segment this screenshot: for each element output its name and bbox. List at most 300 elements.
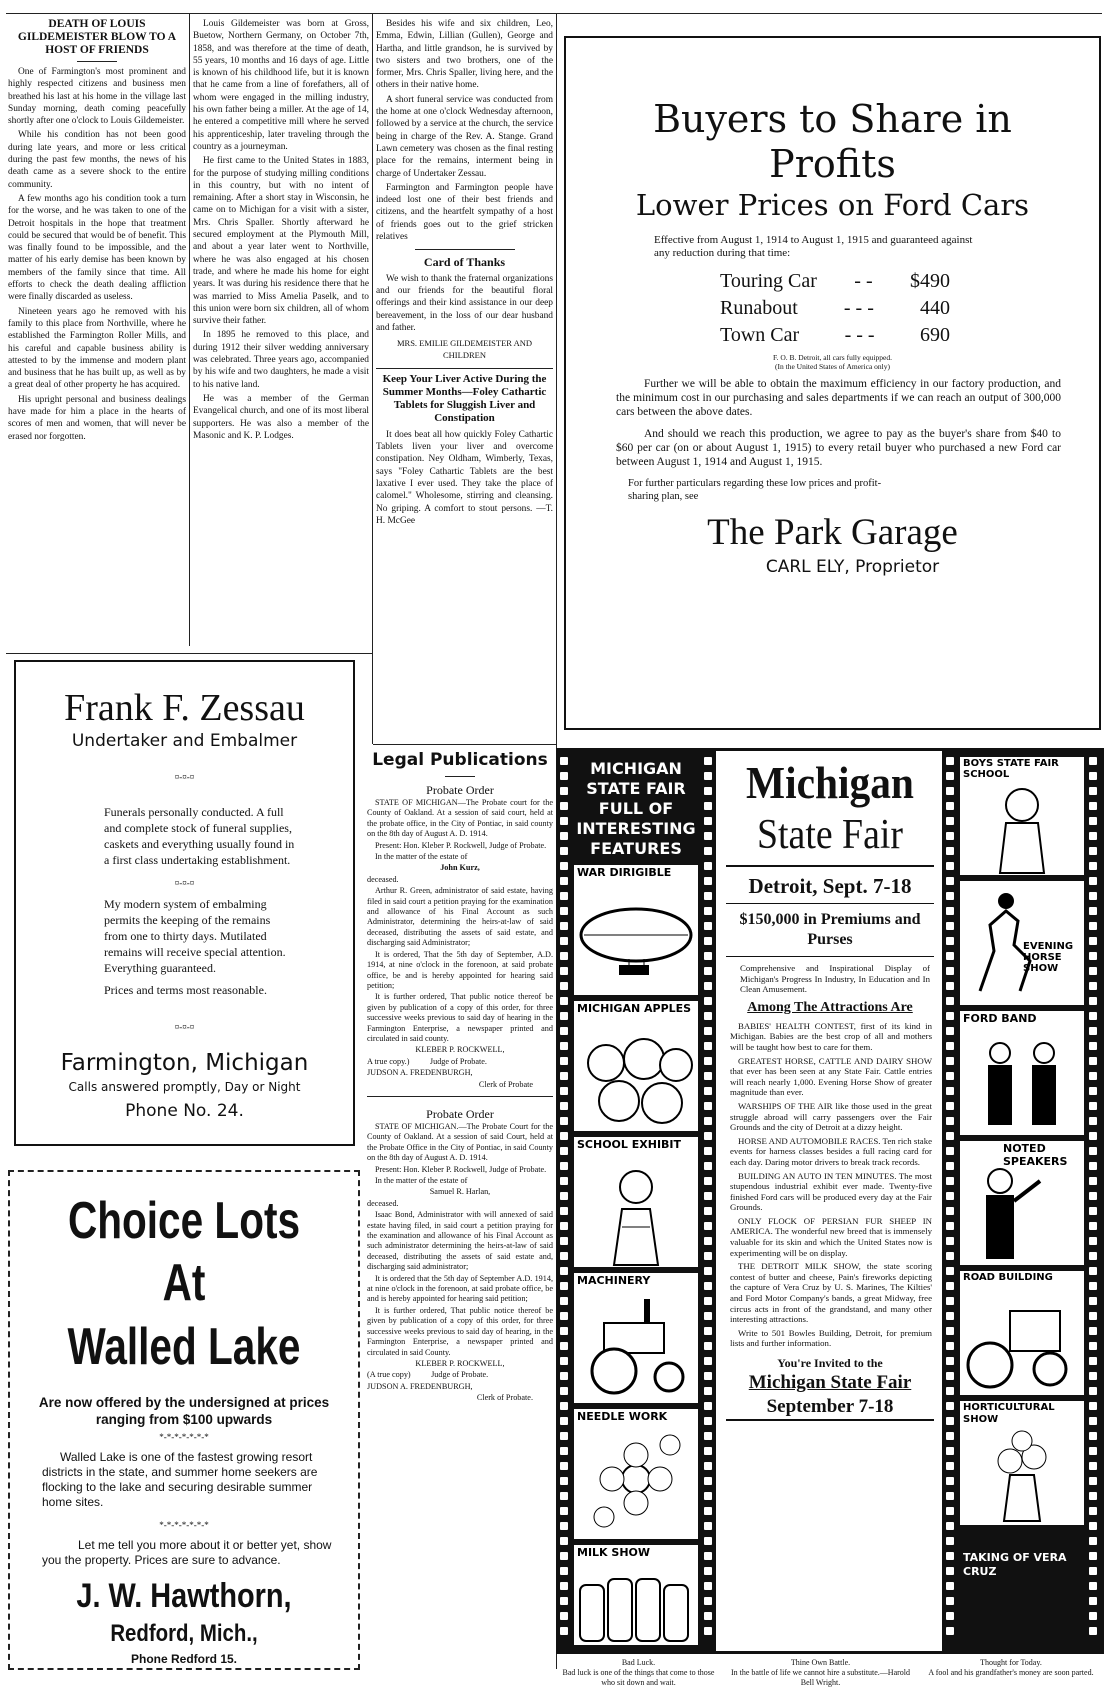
sprocket-hole — [946, 802, 954, 810]
sprocket-hole — [560, 1477, 568, 1485]
sprocket-hole — [704, 1462, 712, 1470]
obituary-column-3 — [376, 18, 553, 742]
sprocket-hole — [1089, 1162, 1097, 1170]
filler-own-battle — [728, 1658, 913, 1692]
paragraph: While his condition has not been good during late years, and more or less critical during the past few months, the news of his death came as a severe shock to the entire community. — [8, 130, 186, 190]
sprocket-hole — [946, 877, 954, 885]
panel-michigan-apples: MICHIGAN APPLES — [574, 1001, 698, 1131]
obituary-column-2 — [193, 18, 369, 646]
sprocket-hole — [704, 757, 712, 765]
paragraph: His upright personal and business dealings have made for him a place in the hearts of scores of men and women, that will never be erased nor forgotten. — [8, 394, 186, 442]
sprocket-hole — [1089, 922, 1097, 930]
legal-text: Present: Hon. Kleber P. Rockwell, Judge of Probate. — [375, 840, 547, 850]
legal-text: Present: Hon. Kleber P. Rockwell, Judge of Probate. — [375, 1164, 547, 1174]
sprocket-hole — [1089, 1282, 1097, 1290]
sprocket-hole — [560, 982, 568, 990]
right-film-strip — [942, 751, 1101, 1651]
sprocket-hole — [704, 1402, 712, 1410]
ford-paragraph: And should we reach this production, we agree to pay as the buyer's share from $40 to $60 per car (on or about August 1, 1915) to every retail buyer who purchased a new Ford car between August 1, 1914 and August 1, 1915. — [616, 428, 1061, 468]
panel-milk-show: MILK SHOW — [574, 1545, 698, 1645]
sprocket-hole — [704, 1147, 712, 1155]
sprocket-hole — [560, 967, 568, 975]
sprocket-hole — [560, 787, 568, 795]
filler-text: A fool and his grandfather's money are soon parted. — [928, 1668, 1094, 1677]
sprocket-hole — [560, 922, 568, 930]
sprocket-hole — [560, 1627, 568, 1635]
sprocket-hole — [560, 1042, 568, 1050]
filler-text: In the battle of life we cannot hire a substitute.—Harold Bell Wright. — [730, 1668, 911, 1687]
sprocket-hole — [704, 1522, 712, 1530]
sprocket-hole — [560, 1282, 568, 1290]
sprocket-hole — [946, 1387, 954, 1395]
sprocket-hole — [560, 1072, 568, 1080]
zessau-city: Farmington, Michigan — [60, 1050, 309, 1076]
sprocket-hole — [946, 1192, 954, 1200]
sprocket-hole — [704, 922, 712, 930]
sprocket-hole — [946, 1237, 954, 1245]
walled-lake-offer: Are now offered by the undersigned at prices ranging from $100 upwards — [38, 1395, 330, 1427]
panel-road-building: ROAD BUILDING — [960, 1271, 1084, 1395]
sprocket-hole — [704, 1237, 712, 1245]
panel-noted-speakers: NOTED SPEAKERS — [960, 1141, 1084, 1265]
sprocket-hole — [946, 1612, 954, 1620]
sprocket-hole — [946, 1372, 954, 1380]
sprocket-hole — [560, 1552, 568, 1560]
sprocket-hole — [704, 832, 712, 840]
sprocket-hole — [560, 1147, 568, 1155]
signature: Clerk of Probate — [478, 1079, 533, 1089]
sprocket-hole — [560, 832, 568, 840]
sprocket-hole — [946, 1147, 954, 1155]
sprocket-hole — [704, 952, 712, 960]
panel-horse-show: EVENING HORSE SHOW — [960, 881, 1084, 1005]
sprocket-hole — [946, 1417, 954, 1425]
paragraph: A short funeral service was conducted from the home at one o'clock Wednesday afternoon, followed by a service at the church, the service being in charge of the Rev. A. Stange. Grand Lawn cemetery was chosen as the final resting place for the remains, interment being in charge of Undertaker Zessau. — [376, 94, 553, 179]
estate-name: John Kurz, — [440, 863, 480, 873]
sprocket-hole — [560, 1537, 568, 1545]
sprocket-hole — [704, 1267, 712, 1275]
attraction-item: GREATEST HORSE, CATTLE AND DAIRY SHOW that ever has been seen at any State Fair. Cattle entries will reach nearly 1,000. Evening Horse Show of greater magnitude than ever. — [730, 1055, 932, 1098]
sprocket-hole — [560, 1087, 568, 1095]
sprocket-hole — [704, 1027, 712, 1035]
sprocket-hole — [704, 1492, 712, 1500]
sprocket-hole — [560, 1522, 568, 1530]
legal-text: STATE OF MICHIGAN—The Probate court for the County of Oakland. At a session of said court, held at the probate office, in the City of Pontiac, in said county on the 8th day of August A. D. 1914. — [367, 798, 553, 839]
sprocket-hole — [946, 1537, 954, 1545]
sprocket-hole — [1089, 1012, 1097, 1020]
child-icon — [574, 1137, 698, 1267]
sprocket-hole — [946, 787, 954, 795]
sprocket-hole — [946, 997, 954, 1005]
sprocket-hole — [560, 997, 568, 1005]
sprocket-hole — [560, 907, 568, 915]
sprocket-hole — [946, 1567, 954, 1575]
paragraph: Besides his wife and six children, Leo, Emma, Edwin, Lillian (Gullen), George and Hartha, and little grandson, he is survived by two sisters and two brothers, one of the former, Mrs. Chris Spaller, living here, and the others in their native home. — [376, 19, 553, 91]
sprocket-hole — [1089, 1117, 1097, 1125]
sprocket-hole — [1089, 787, 1097, 795]
paragraph: He first came to the United States in 1883, for the purpose of studying milling conditions in this country, but with no intent of remaining. After a short stay in Wisconsin, he came on to Michigan for a visit with a sister, Mrs. Chris Spaller. Shortly afterward he secured employment at the Plymouth Mill, and about a year later went to Northville, where he was also engaged at his chosen trade, and where he made his home for eight years. It was during his residence there that he was married to Miss Amelia Paselk, and to this union were born six children, all of whom survive their father. — [193, 156, 369, 327]
legal-text: In the matter of the estate of — [375, 852, 468, 862]
walled-lake-title-line1: Choice Lots At — [67, 1192, 301, 1312]
liver-ad-text: It does beat all how quickly Foley Cathartic Tablets liven your liver and overcome constipation. Ney Oldham, Wimberly, Texas, says "Foley Cathartic Tablets are the best laxative I ever used. They take the place of calomel." Wholesome, stirring and cleansing. No griping. A comfort to stout persons. —T. H. McGee — [376, 429, 553, 526]
sprocket-hole — [560, 1402, 568, 1410]
sprocket-hole — [1089, 1492, 1097, 1500]
paragraph: One of Farmington's most prominent and highly respected citizens and business men breathed his last at his home in the village last Sunday morning, death coming peacefully shortly after one o'clock to Louis Gildemeister. — [8, 67, 186, 127]
zessau-title: Undertaker and Embalmer — [71, 731, 298, 751]
price-row: Town Car - - - 690 — [720, 324, 950, 346]
sprocket-hole — [704, 1612, 712, 1620]
sprocket-hole — [704, 1387, 712, 1395]
sprocket-hole — [1089, 1312, 1097, 1320]
legal-text: In the matter of the estate of — [375, 1176, 468, 1185]
sprocket-hole — [946, 1477, 954, 1485]
sprocket-hole — [560, 817, 568, 825]
ornament: ¤-¤-¤ — [174, 878, 195, 888]
fair-description: Comprehensive and Inspirational Display of Michigan's Progress In Industry, In Education and In Clean Amusement. — [740, 963, 930, 995]
filler-title: Thine Own Battle. — [790, 1658, 851, 1667]
sprocket-hole — [560, 877, 568, 885]
legal-title: Legal Publications — [372, 750, 548, 770]
sprocket-hole — [560, 862, 568, 870]
sprocket-hole — [704, 772, 712, 780]
sprocket-hole — [704, 1507, 712, 1515]
attraction-item: BUILDING AN AUTO IN TEN MINUTES. The most stupendous industrial exhibit ever made. Twenty-five finished Ford cars will be produced every day at the Fair Grounds. — [730, 1170, 932, 1213]
sprocket-hole — [946, 1432, 954, 1440]
signature: A true copy.) Judge of Probate. — [367, 1056, 487, 1066]
zessau-name: Frank F. Zessau — [64, 687, 305, 729]
sprocket-hole — [946, 1162, 954, 1170]
panel-ford-band: FORD BAND — [960, 1011, 1084, 1135]
zessau-paragraph: Funerals personally conducted. A full and complete stock of funeral supplies, caskets and everything usually found in a first class undertaking establishment. — [104, 805, 295, 867]
panel-horticultural-show: HORTICULTURAL SHOW — [960, 1401, 1084, 1525]
sprocket-hole — [1089, 1042, 1097, 1050]
attraction-item: Write to 501 Bowles Building, Detroit, for premium lists and further information. — [730, 1327, 932, 1349]
milk-bottles-icon — [574, 1545, 698, 1645]
ford-title-line1: Buyers to Share in — [653, 97, 1012, 141]
zessau-ad — [14, 660, 355, 1146]
panel-needle-work: NEEDLE WORK — [574, 1409, 698, 1539]
card-of-thanks-title: Card of Thanks — [423, 255, 506, 270]
sprocket-hole — [704, 1222, 712, 1230]
sprocket-hole — [704, 892, 712, 900]
sprocket-hole — [704, 1372, 712, 1380]
sprocket-hole — [704, 1297, 712, 1305]
panel-school-exhibit: SCHOOL EXHIBIT — [574, 1137, 698, 1267]
fair-title-line1: Michigan — [746, 757, 914, 808]
filler-bad-luck — [556, 1658, 721, 1692]
sprocket-hole — [1089, 1147, 1097, 1155]
hawthorn-name: J. W. Hawthorn, — [76, 1577, 292, 1615]
sprocket-hole — [946, 1597, 954, 1605]
sprocket-hole — [560, 1162, 568, 1170]
sprocket-hole — [704, 1327, 712, 1335]
sprocket-hole — [704, 862, 712, 870]
sprocket-hole — [560, 1102, 568, 1110]
sprocket-hole — [946, 1357, 954, 1365]
sprocket-hole — [704, 1117, 712, 1125]
sprocket-hole — [704, 1012, 712, 1020]
sprocket-hole — [704, 1567, 712, 1575]
sprocket-hole — [704, 1582, 712, 1590]
sprocket-hole — [1089, 1447, 1097, 1455]
sprocket-hole — [560, 1612, 568, 1620]
sprocket-hole — [560, 1297, 568, 1305]
filler-text: Bad luck is one of the things that come to those who sit down and wait. — [562, 1668, 715, 1687]
sprocket-hole — [1089, 1222, 1097, 1230]
attraction-item: ONLY FLOCK OF PERSIAN FUR SHEEP IN AMERICA. The wonderful new breed that is immensely valuable for its skin and which the United States now is experimenting will be on display. — [730, 1215, 932, 1258]
sprocket-hole — [560, 1387, 568, 1395]
sprocket-hole — [1089, 1417, 1097, 1425]
ford-paragraph: Further we will be able to obtain the maximum efficiency in our factory production, and the minimum cost in our purchasing and sales departments if we can reach an output of 300,000 cars between the above dates. — [616, 378, 1061, 418]
sprocket-hole — [1089, 1087, 1097, 1095]
sprocket-hole — [946, 1342, 954, 1350]
apples-icon — [574, 1001, 698, 1131]
sprocket-hole — [1089, 1597, 1097, 1605]
sprocket-hole — [704, 1132, 712, 1140]
sprocket-hole — [946, 922, 954, 930]
panel-machinery: MACHINERY — [574, 1273, 698, 1403]
tractor-icon — [574, 1273, 698, 1403]
sprocket-hole — [946, 907, 954, 915]
sprocket-hole — [560, 1237, 568, 1245]
obituary-headline: DEATH OF LOUIS GILDEMEISTER BLOW TO A HOST OF FRIENDS — [17, 18, 177, 56]
ford-effective: Effective from August 1, 1914 to August 1, 1915 and guaranteed against any reduction during that time: — [654, 234, 973, 259]
sprocket-hole — [704, 997, 712, 1005]
sprocket-hole — [946, 1177, 954, 1185]
sprocket-hole — [1089, 1102, 1097, 1110]
left-film-strip — [556, 751, 716, 1651]
sprocket-hole — [560, 1252, 568, 1260]
sprocket-hole — [560, 847, 568, 855]
sprocket-hole — [560, 1492, 568, 1500]
fair-title-footer: Michigan State Fair — [748, 1372, 912, 1393]
sprocket-hole — [704, 1282, 712, 1290]
panel-vera-cruz: TAKING OF VERA CRUZ — [960, 1531, 1084, 1645]
probate-order-title: Probate Order — [426, 1106, 494, 1121]
ford-paragraph: For further particulars regarding these low prices and profit-sharing plan, see — [628, 478, 882, 502]
attraction-item: WARSHIPS OF THE AIR like those used in the great struggle abroad will carry passengers over the Fair Grounds and the city of Detroit at a dizzy height. — [730, 1100, 932, 1133]
stars-ornament: *-*-*-*-*-*-* — [159, 1432, 209, 1442]
sprocket-hole — [1089, 817, 1097, 825]
paragraph: Nineteen years ago he removed with his family to this place from Northville, where he established the Farmington Roller Mills, and his careful and capable business ability is attested to by the immense and modern plant and business that he has built up, as well as by a great deal of other property he has acquired. — [8, 306, 186, 391]
sprocket-hole — [704, 1342, 712, 1350]
walled-lake-ad — [8, 1170, 360, 1670]
sprocket-hole — [946, 1282, 954, 1290]
sprocket-hole — [946, 982, 954, 990]
sprocket-hole — [560, 1567, 568, 1575]
price-row: Runabout - - - 440 — [720, 297, 950, 319]
paragraph: He was a member of the German Evangelical church, and one of its most liberal supporters. He was also a member of the Masonic and K. P. Lodges. — [193, 393, 369, 441]
sprocket-hole — [560, 1057, 568, 1065]
paragraph: In 1895 he removed to this place, and during 1912 their silver wedding anniversary was celebrated. Three years ago, accompanied by his wife and two daughters, he made a visit to his native land. — [193, 330, 369, 390]
sprocket-hole — [560, 1117, 568, 1125]
legal-text: Isaac Bond, Administrator with will annexed of said estate having filed, in said court a petition praying for the examination and allowance of his Final Account as such administrator determining the heirs-at-law of said deceased, distributing the assets of said estate and, discharging said administrator; — [367, 1210, 553, 1272]
sprocket-hole — [704, 1252, 712, 1260]
sprocket-hole — [1089, 832, 1097, 840]
zessau-paragraph: Prices and terms most reasonable. — [104, 983, 267, 997]
sprocket-hole — [560, 937, 568, 945]
sprocket-hole — [1089, 1462, 1097, 1470]
sprocket-hole — [704, 877, 712, 885]
liver-ad-title: Keep Your Liver Active During the Summer Months—Foley Cathartic Tablets for Sluggish Liver and Constipation — [382, 372, 547, 424]
band-icon — [960, 1011, 1084, 1135]
sprocket-hole — [704, 1207, 712, 1215]
sprocket-hole — [946, 1222, 954, 1230]
signature: JUDSON A. FREDENBURGH, — [367, 1068, 473, 1078]
sprocket-hole — [946, 1447, 954, 1455]
sprocket-hole — [704, 1432, 712, 1440]
paragraph: Louis Gildemeister was born at Gross, Buetow, Northern Germany, on October 7th, 1858, and was therefore at the time of death, 55 years, 10 months and 16 days of age. Little is known of his childhood life, but it is known that he came from a line of forefathers, all of whom were engaged in the milling industry, his own father being a miller. At the age of 14, he entered a competitive mill where he served his apprenticeship, later traveling through the country as a journeyman. — [193, 19, 369, 152]
ornament: ¤-¤-¤ — [174, 1022, 195, 1032]
attraction-item: THE DETROIT MILK SHOW, the state scoring contest of butter and cheese, Pain's fireworks depicting the capture of Vera Cruz by U. S. Marines, The Kilties' and Ford Motor Company's bands, a great Midway, free circus acts in front of the grandstand, and many other interesting attractions. — [730, 1261, 932, 1325]
paragraph: A few months ago his condition took a turn for the worse, and he was taken to one of the Detroit hospitals in the hope that treatment could be secured that would be of benefit. This was finally found to be impossible, and the matter of his early demise has been known by members of the family since that time. All efforts to check the death dealing affliction were finally discarded as useless. — [8, 193, 186, 303]
sprocket-hole — [560, 1447, 568, 1455]
sprocket-hole — [704, 1087, 712, 1095]
legal-text: STATE OF MICHIGAN.—The Probate Court for the County of Oakland. At a session of said Court, held at the Probate Office in the City of Pontiac, in said County on the 8th day of August A. D. 1914. — [367, 1121, 553, 1163]
sprocket-hole — [1089, 1552, 1097, 1560]
sprocket-hole — [560, 802, 568, 810]
sprocket-hole — [1089, 1267, 1097, 1275]
sprocket-hole — [704, 937, 712, 945]
card-of-thanks-signature: MRS. EMILIE GILDEMEISTER AND CHILDREN — [396, 338, 533, 361]
sprocket-hole — [946, 967, 954, 975]
obituary-column-1 — [8, 18, 186, 646]
fair-dates-footer: September 7-18 — [726, 1395, 934, 1421]
panel-war-dirigible: WAR DIRIGIBLE — [574, 865, 698, 995]
sprocket-hole — [704, 1537, 712, 1545]
signature: (A true copy) Judge of Probate. — [367, 1370, 489, 1380]
sprocket-hole — [560, 757, 568, 765]
walled-lake-title-line2: Walled Lake — [67, 1318, 301, 1376]
fair-center-copy — [726, 757, 934, 1653]
sprocket-hole — [560, 1462, 568, 1470]
sprocket-hole — [1089, 1567, 1097, 1575]
ford-fob-note: (In the United States of America only) — [775, 362, 890, 371]
walled-lake-paragraph: Let me tell you more about it or better yet, show you the property. Prices are sure to advance. — [42, 1538, 332, 1567]
ford-subtitle: Lower Prices on Ford Cars — [635, 188, 1030, 222]
sprocket-hole — [1089, 1477, 1097, 1485]
legal-text: It is further ordered, That public notice thereof be given by publication of a copy of this order, for three successive weeks previous to said day of hearing, in the Farmington Enterprise, a newspaper printed and circulated in said County. — [367, 1305, 553, 1357]
sprocket-hole — [1089, 1072, 1097, 1080]
sprocket-hole — [946, 1087, 954, 1095]
zessau-phone: Phone No. 24. — [125, 1101, 244, 1121]
filler-thought — [918, 1658, 1104, 1692]
sprocket-hole — [1089, 1582, 1097, 1590]
sprocket-hole — [560, 1507, 568, 1515]
sprocket-hole — [704, 817, 712, 825]
hawthorn-phone: Phone Redford 15. — [130, 1652, 237, 1666]
walled-lake-paragraph: Walled Lake is one of the fastest growing resort districts in the state, and summer home seekers are flocking to the lake and securing desirable summer home sites. — [42, 1450, 318, 1509]
fair-header-text: MICHIGAN STATE FAIR FULL OF INTERESTING FEATURES — [576, 759, 696, 858]
sprocket-hole — [704, 1312, 712, 1320]
sprocket-hole — [1089, 1372, 1097, 1380]
sprocket-hole — [1089, 952, 1097, 960]
price-row: Touring Car - - $490 — [720, 270, 950, 292]
sprocket-hole — [1089, 1252, 1097, 1260]
sprocket-hole — [1089, 1507, 1097, 1515]
sprocket-hole — [560, 1012, 568, 1020]
fair-header-panel — [574, 759, 698, 859]
fair-premiums: $150,000 in Premiums and Purses — [739, 911, 921, 948]
sprocket-hole — [1089, 1432, 1097, 1440]
estate-name: Samuel R. Harlan, — [429, 1187, 491, 1197]
zessau-paragraph: My modern system of embalming permits the keeping of the remains from one to thirty days. Mutilated remains will receive special attention. Everything guaranteed. — [104, 897, 286, 975]
sprocket-hole — [1089, 1357, 1097, 1365]
sprocket-hole — [560, 1582, 568, 1590]
sprocket-hole — [1089, 1237, 1097, 1245]
sprocket-hole — [1089, 1132, 1097, 1140]
sprocket-hole — [946, 1042, 954, 1050]
sprocket-hole — [946, 1072, 954, 1080]
sprocket-hole — [704, 847, 712, 855]
fair-dates: Detroit, Sept. 7-18 — [748, 874, 912, 898]
sprocket-hole — [946, 1327, 954, 1335]
sprocket-hole — [1089, 1387, 1097, 1395]
sprocket-hole — [560, 1327, 568, 1335]
sprocket-hole — [946, 1582, 954, 1590]
sprocket-hole — [946, 1297, 954, 1305]
sprocket-hole — [704, 967, 712, 975]
sprocket-hole — [560, 952, 568, 960]
paragraph: Farmington and Farmington people have indeed lost one of their best friends and citizens, and the heartfelt sympathy of a host of friends goes out to the grief stricken relatives — [376, 182, 553, 243]
sprocket-hole — [704, 1357, 712, 1365]
sprocket-hole — [1089, 1612, 1097, 1620]
sprocket-hole — [1089, 1297, 1097, 1305]
sprocket-hole — [946, 1012, 954, 1020]
probate-order-title: Probate Order — [426, 783, 494, 797]
sprocket-hole — [1089, 1327, 1097, 1335]
sprocket-hole — [1089, 1402, 1097, 1410]
sprocket-hole — [1089, 757, 1097, 765]
legal-text: Arthur R. Green, administrator of said estate, having filed in said court a petition praying for the examination and allowance of his Final Account as such Administrator, determining the heirs-at-law of said deceased, distributing the assets of said estate, and discharging said Administrator; — [367, 886, 553, 948]
sprocket-hole — [560, 1432, 568, 1440]
sprocket-hole — [946, 892, 954, 900]
sprocket-hole — [946, 1027, 954, 1035]
ford-title-line2: Profits — [769, 142, 896, 186]
sprocket-hole — [1089, 967, 1097, 975]
flower-icon — [574, 1409, 698, 1539]
sprocket-hole — [946, 1312, 954, 1320]
sprocket-hole — [1089, 997, 1097, 1005]
sprocket-hole — [704, 1597, 712, 1605]
legal-publications — [367, 748, 553, 1668]
sprocket-hole — [560, 1222, 568, 1230]
sprocket-hole — [560, 1027, 568, 1035]
sprocket-hole — [946, 1117, 954, 1125]
filler-title: Thought for Today. — [980, 1658, 1042, 1667]
zessau-calls: Calls answered promptly, Day or Night — [68, 1080, 301, 1094]
sprocket-hole — [704, 1627, 712, 1635]
sprocket-hole — [1089, 937, 1097, 945]
fair-among-heading: Among The Attractions Are — [747, 999, 913, 1015]
dirigible-icon — [574, 865, 698, 995]
sprocket-hole — [1089, 1057, 1097, 1065]
legal-text: It is ordered, That the 5th day of September, A.D. 1914, at nine o'clock in the forenoon, at said probate office, be and is hereby appointed for hearing said petition; — [367, 949, 553, 990]
sprocket-hole — [560, 1417, 568, 1425]
card-of-thanks-text: We wish to thank the fraternal organizations and our friends for the beautiful floral offerings and their kind assistance in our deep bereavement, in the loss of our dear husband and father. — [376, 273, 553, 333]
sprocket-hole — [560, 1342, 568, 1350]
sprocket-hole — [560, 772, 568, 780]
legal-text: It is ordered that the 5th day of September A.D. 1914, at nine o'clock in the forenoon, at said probate office, be and is hereby appointed for hearing said petition; — [367, 1273, 553, 1304]
sprocket-hole — [704, 787, 712, 795]
sprocket-hole — [946, 1252, 954, 1260]
signature: JUDSON A. FREDENBURGH, — [367, 1381, 473, 1391]
legal-text: deceased. — [367, 874, 399, 884]
sprocket-hole — [1089, 907, 1097, 915]
sprocket-hole — [704, 1192, 712, 1200]
sprocket-hole — [946, 1132, 954, 1140]
sprocket-hole — [560, 1267, 568, 1275]
